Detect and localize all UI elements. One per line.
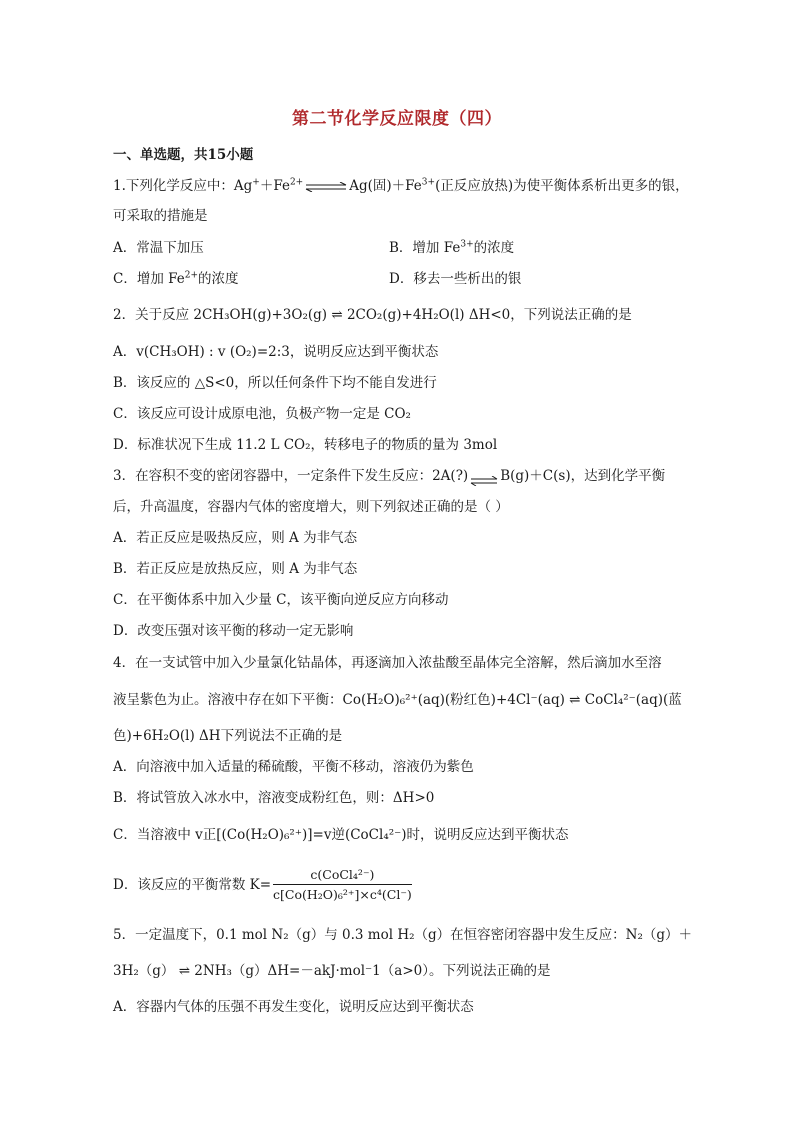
equilibrium-arrow-icon bbox=[304, 182, 348, 192]
q4-stem-line3: 色)+6H₂O(l) ΔH下列说法不正确的是 bbox=[113, 728, 343, 744]
q2-option-d: D．标准状况下生成 11.2 L CO₂，转移电子的物质的量为 3mol bbox=[113, 437, 498, 453]
q3-stem-line1: 3．在容积不变的密闭容器中，一定条件下发生反应：2A(?) B(g)＋C(s)，达到化学平衡 bbox=[113, 468, 666, 484]
q1-stem-line2: 可采取的措施是 bbox=[113, 208, 208, 224]
q2-option-b: B．该反应的 △S<0，所以任何条件下均不能自发进行 bbox=[113, 375, 437, 391]
q1-option-a: A．常温下加压 bbox=[113, 240, 204, 256]
q1-option-d: D．移去一些析出的银 bbox=[389, 271, 522, 287]
q3-option-c: C．在平衡体系中加入少量 C，该平衡向逆反应方向移动 bbox=[113, 592, 449, 608]
q4-stem-line1: 4．在一支试管中加入少量氯化钴晶体，再逐滴加入浓盐酸至晶体完全溶解，然后滴加水至溶 bbox=[113, 655, 662, 671]
q2-stem: 2．关于反应 2CH₃OH(g)+3O₂(g) ⇌ 2CO₂(g)+4H₂O(l) ΔH<0，下列说法正确的是 bbox=[113, 307, 632, 323]
q5-stem-line2: 3H₂（g） ⇌ 2NH₃（g）ΔH=－akJ·mol⁻1（a>0）。下列说法正确的是 bbox=[113, 963, 551, 979]
q2-option-c: C．该反应可设计成原电池，负极产物一定是 CO₂ bbox=[113, 406, 411, 422]
q4-option-c: C．当溶液中 v正[(Co(H₂O)₆²⁺)]=v逆(CoCl₄²⁻)时，说明反应达到平衡状态 bbox=[113, 827, 569, 843]
q3-stem-line2: 后，升高温度，容器内气体的密度增大，则下列叙述正确的是（ ） bbox=[113, 499, 509, 515]
q1-option-b: B．增加 $Fe^{3+}$的浓度 bbox=[389, 239, 515, 256]
q3-option-a: A．若正反应是吸热反应，则 A 为非气态 bbox=[113, 530, 358, 546]
section-heading: 一、单选题，共15小题 bbox=[113, 147, 254, 163]
q4-option-d: D．该反应的平衡常数 K= $\frac{\text{c(CoCl₄²⁻)}}{\text{c[Co(H₂O)₆²⁺]×c⁴(Cl⁻)}}$ bbox=[113, 866, 412, 905]
q3-option-b: B．若正反应是放热反应，则 A 为非气态 bbox=[113, 561, 358, 577]
equilibrium-arrow-icon bbox=[470, 472, 498, 482]
page-title: 第二节化学反应限度（四） bbox=[292, 109, 502, 129]
q4-stem-line2: 液呈紫色为止。溶液中存在如下平衡：Co(H₂O)₆²⁺(aq)(粉红色)+4Cl⁻(aq) ⇌ CoCl₄²⁻(aq)(蓝 bbox=[113, 692, 682, 708]
q3-option-d: D．改变压强对该平衡的移动一定无影响 bbox=[113, 623, 354, 639]
equilibrium-constant-fraction: $\frac{\text{c(CoCl₄²⁻)}}{\text{c[Co(H₂O)₆²⁺]×c⁴(Cl⁻)}}$ bbox=[273, 867, 412, 902]
q5-option-a: A．容器内气体的压强不再发生变化，说明反应达到平衡状态 bbox=[113, 999, 474, 1015]
q1-stem-line1: 1.下列化学反应中：$Ag^++Fe^{2+}$ Ag(固)$+Fe^{3+}$(正反应放热)为使平衡体系析出更多的银， bbox=[113, 177, 689, 194]
q2-option-a: A．v(CH₃OH) : v (O₂)=2:3，说明反应达到平衡状态 bbox=[113, 344, 439, 360]
q4-option-b: B．将试管放入冰水中，溶液变成粉红色，则：ΔH>0 bbox=[113, 790, 435, 806]
q4-option-a: A．向溶液中加入适量的稀硫酸，平衡不移动，溶液仍为紫色 bbox=[113, 759, 474, 775]
q1-option-c: C．增加 $Fe^{2+}$的浓度 bbox=[113, 270, 239, 287]
q5-stem-line1: 5．一定温度下，0.1 mol N₂（g）与 0.3 mol H₂（g）在恒容密闭容器中发生反应：N₂（g）＋ bbox=[113, 927, 693, 943]
